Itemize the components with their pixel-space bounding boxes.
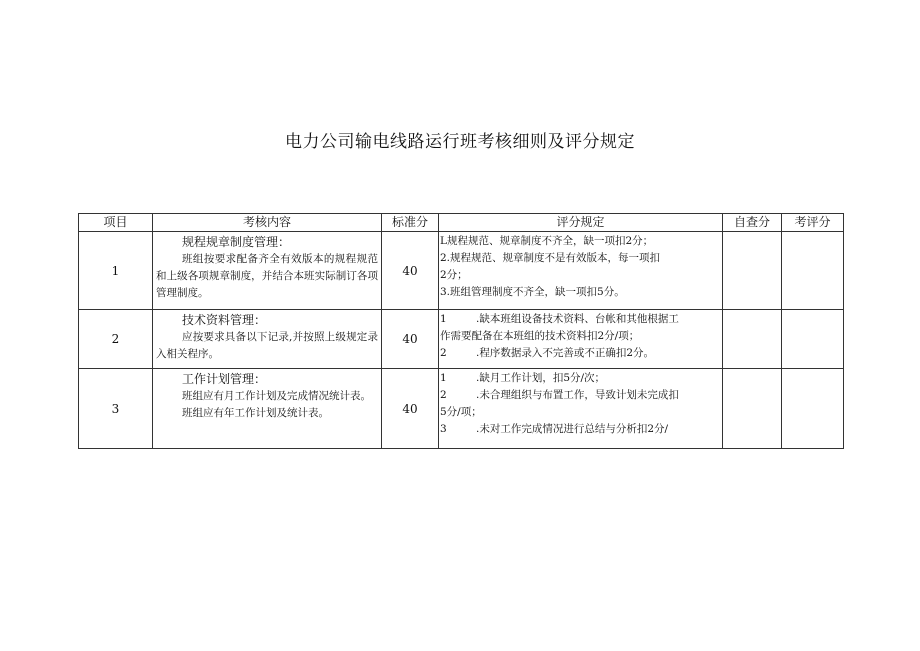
row-content — [153, 232, 382, 310]
row-rules — [439, 369, 723, 449]
content-body: 应按要求具备以下记录,并按照上级规定录入相关程序。 — [156, 331, 378, 360]
header-item: 项目 — [79, 214, 153, 232]
rule-line: 2分； — [440, 269, 468, 281]
rule-line — [440, 328, 720, 345]
row-standard-score: 40 — [382, 310, 439, 369]
rule-number: 1 — [440, 313, 447, 325]
content-head: 规程规章制度管理： — [182, 235, 291, 249]
table-header-row — [79, 214, 844, 232]
row-rules — [439, 232, 723, 310]
rule-text: .未对工作完成情况进行总结与分析扣2分/ — [476, 423, 669, 435]
rule-line — [440, 421, 720, 438]
row-review-score[interactable] — [782, 369, 844, 449]
row-rules — [439, 310, 723, 369]
rule-text: 作需要配备在本班组的技术资料扣2分/项； — [440, 330, 640, 342]
row-standard-score: 40 — [382, 369, 439, 449]
table-row — [79, 310, 844, 369]
row-self-score[interactable] — [723, 369, 782, 449]
rule-text: .缺月工作计划，扣5分/次； — [476, 372, 606, 384]
row-review-score[interactable] — [782, 310, 844, 369]
rule-line — [440, 370, 720, 387]
rule-number: 2 — [440, 347, 447, 359]
row-standard-score: 40 — [382, 232, 439, 310]
assessment-table — [78, 213, 844, 449]
header-rules: 评分规定 — [439, 214, 723, 232]
header-self-score: 自查分 — [723, 214, 782, 232]
rule-text: .程序数据录入不完善或不正确扣2分。 — [476, 347, 655, 359]
row-index: 1 — [79, 232, 153, 310]
rule-line — [440, 345, 720, 362]
rule-line — [440, 311, 720, 328]
header-review-score: 考评分 — [782, 214, 844, 232]
row-self-score[interactable] — [723, 310, 782, 369]
rule-line: 3.班组管理制度不齐全，缺一项扣5分。 — [440, 286, 625, 298]
content-body: 班组按要求配备齐全有效版本的规程规范和上级各项规章制度，并结合本班实际制订各项管理制度。 — [156, 253, 378, 299]
row-content — [153, 369, 382, 449]
rule-text: .缺本班组设备技术资料、台帐和其他根据工 — [476, 313, 679, 325]
rule-text: 5分/项； — [440, 406, 482, 418]
content-head: 技术资料管理： — [182, 313, 267, 327]
row-content — [153, 310, 382, 369]
header-standard-score: 标准分 — [382, 214, 439, 232]
rule-line: 2.规程规范、规章制度不是有效版本，每一项扣 — [440, 252, 661, 264]
rule-text: .未合理组织与布置工作，导致计划未完成扣 — [476, 389, 679, 401]
row-self-score[interactable] — [723, 232, 782, 310]
rule-number: 1 — [440, 372, 447, 384]
row-review-score[interactable] — [782, 232, 844, 310]
content-body: 班组应有月工作计划及完成情况统计表。 — [182, 390, 371, 402]
page-title: 电力公司输电线路运行班考核细则及评分规定 — [285, 132, 635, 152]
content-head: 工作计划管理： — [182, 372, 267, 386]
rule-line — [440, 404, 720, 421]
content-body: 班组应有年工作计划及统计表。 — [182, 407, 329, 419]
header-content: 考核内容 — [153, 214, 382, 232]
table-row — [79, 369, 844, 449]
rule-number: 3 — [440, 423, 447, 435]
rule-line — [440, 387, 720, 404]
table-row — [79, 232, 844, 310]
rule-number: 2 — [440, 389, 447, 401]
row-index: 3 — [79, 369, 153, 449]
row-index: 2 — [79, 310, 153, 369]
rule-line: L规程规范、规章制度不齐全，缺一项扣2分； — [440, 235, 654, 247]
